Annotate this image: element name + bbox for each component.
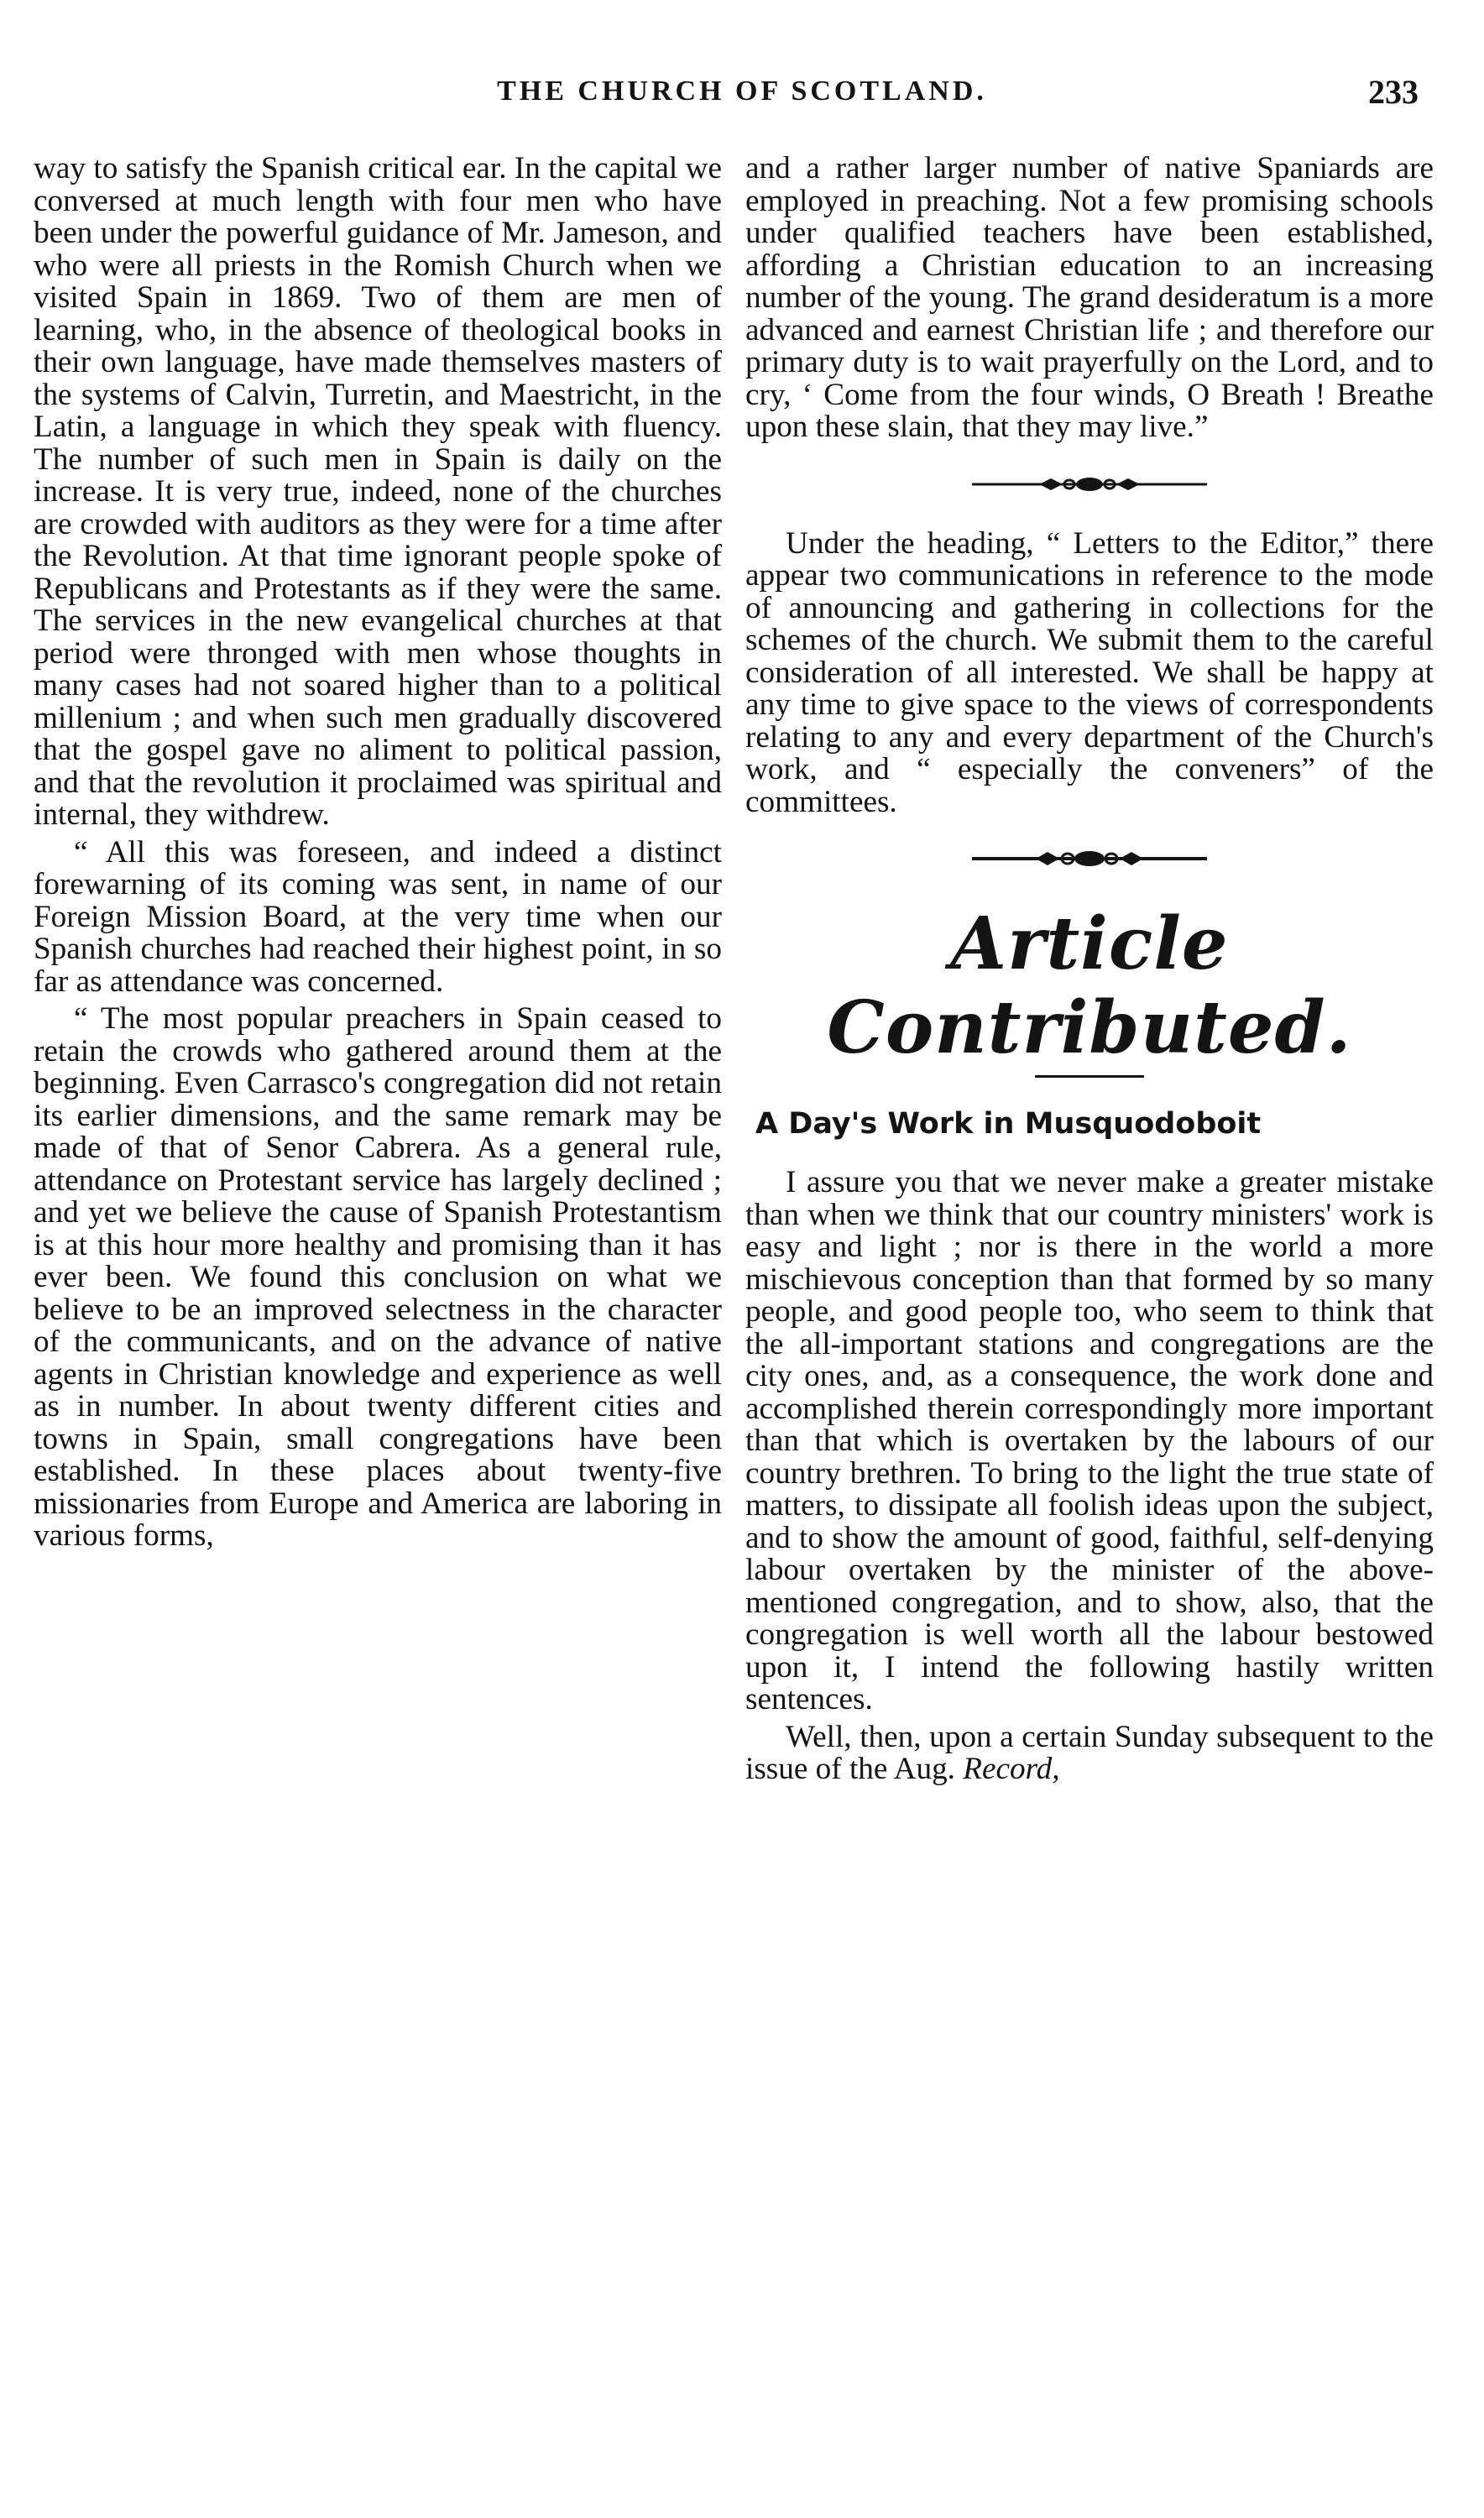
section-heading: Article Contributed. [827,901,1352,1070]
ornamental-divider [745,849,1434,869]
body-paragraph: “ All this was foreseen, and indeed a distinct forewarning of its coming was sent, in name of our Foreign Mission Board, at the very time when our Spanish churches had reached their highest point, in so far as attendance was concerned. [34,834,722,999]
body-paragraph: way to satisfy the Spanish critical ear. In the capital we conversed at much length with four men who have been under the powerful guidance of Mr. Jameson, and who were all priests in the Romish Church when we visited Spain in 1869. Two of them are men of learning, who, in the absence of theological books in their own language, have made themselves masters of the systems of Calvin, Turretin, and Maestricht, in the Latin, a language in which they speak with fluency. The number of such men in Spain is daily on the increase. It is very true, indeed, none of the churches are crowded with auditors as they were for a time after the Revolution. At that time ignorant people spoke of Republicans and Protestants as if they were the same. The services in the new evangelical churches at that period were thronged with men whose thoughts in many cases had not soared higher than to a political millenium ; and when such men gradually discovered that the gospel gave no aliment to political passion, and that the revolution it proclaimed was spiritual and internal, they withdrew. [34,151,722,832]
page-number: 233 [1368,73,1419,111]
article-paragraph-text: Well, then, upon a certain Sunday subsequent to the issue of the Aug. [745,1719,1434,1786]
editor-note: Under the heading, “ Letters to the Editor,” there appear two communications in reference to the mode of announcing and gathering in collections for the schemes of the church. We submit them to the careful consideration of all interested. We shall be happy at any time to give space to the views of correspondents relating to any and every department of the Church's work, and “ especially the conveners” of the committees. [745,525,1434,819]
article-title: A Day's Work in Musquodoboit [755,1107,1262,1141]
record-title: Record, [963,1752,1060,1786]
running-head: THE CHURCH OF SCOTLAND. [497,76,987,107]
ornamental-divider [745,474,1434,494]
left-column [34,153,722,1558]
right-column [745,153,1434,1791]
page-header [34,73,1450,126]
body-paragraph: “ The most popular preachers in Spain ceased to retain the crowds who gathered around them at the beginning. Even Carrasco's congregation did not retain its earlier dimensions, and the same remark may be made of that of Senor Cabrera. As a general rule, attendance on Protestant service has largely declined ; and yet we believe the cause of Spanish Protestantism is at this hour more healthy and promising than it has ever been. We found this conclusion on what we believe to be an improved selectness in the character of the communicants, and on the advance of native agents in Christian knowledge and experience as well as in number. In about twenty different cities and towns in Spain, small congregations have been established. In these places about twenty-five missionaries from Europe and America are laboring in various forms, [34,1001,722,1553]
article-paragraph-final [745,1721,1434,1786]
body-paragraph: and a rather larger number of native Spaniards are employed in preaching. Not a few promising schools under qualified teachers have been established, affording a Christian education to an increasing number of the young. The grand desideratum is a more advanced and earnest Christian life ; and therefore our primary duty is to wait prayerfully on the Lord, and to cry, ‘ Come from the four winds, O Breath ! Breathe upon these slain, that they may live.” [745,151,1434,444]
heading-rule [1035,1075,1144,1078]
article-paragraph: I assure you that we never make a greater mistake than when we think that our country ministers' work is easy and light ; nor is there in the world a more mischievous conception than that formed by so many people, and good people too, who seem to think that the all-important stations and congregations are the city ones, and, as a consequence, the work done and accomplished therein correspondingly more important than that which is overtaken by the labours of our country brethren. To bring to the light the true state of matters, to dissipate all foolish ideas upon the subject, and to show the amount of good, faithful, self-denying labour overtaken by the minister of the above-mentioned congregation, and to show, also, that the congregation is well worth all the labour bestowed upon it, I intend the following hastily written sentences. [745,1165,1434,1716]
